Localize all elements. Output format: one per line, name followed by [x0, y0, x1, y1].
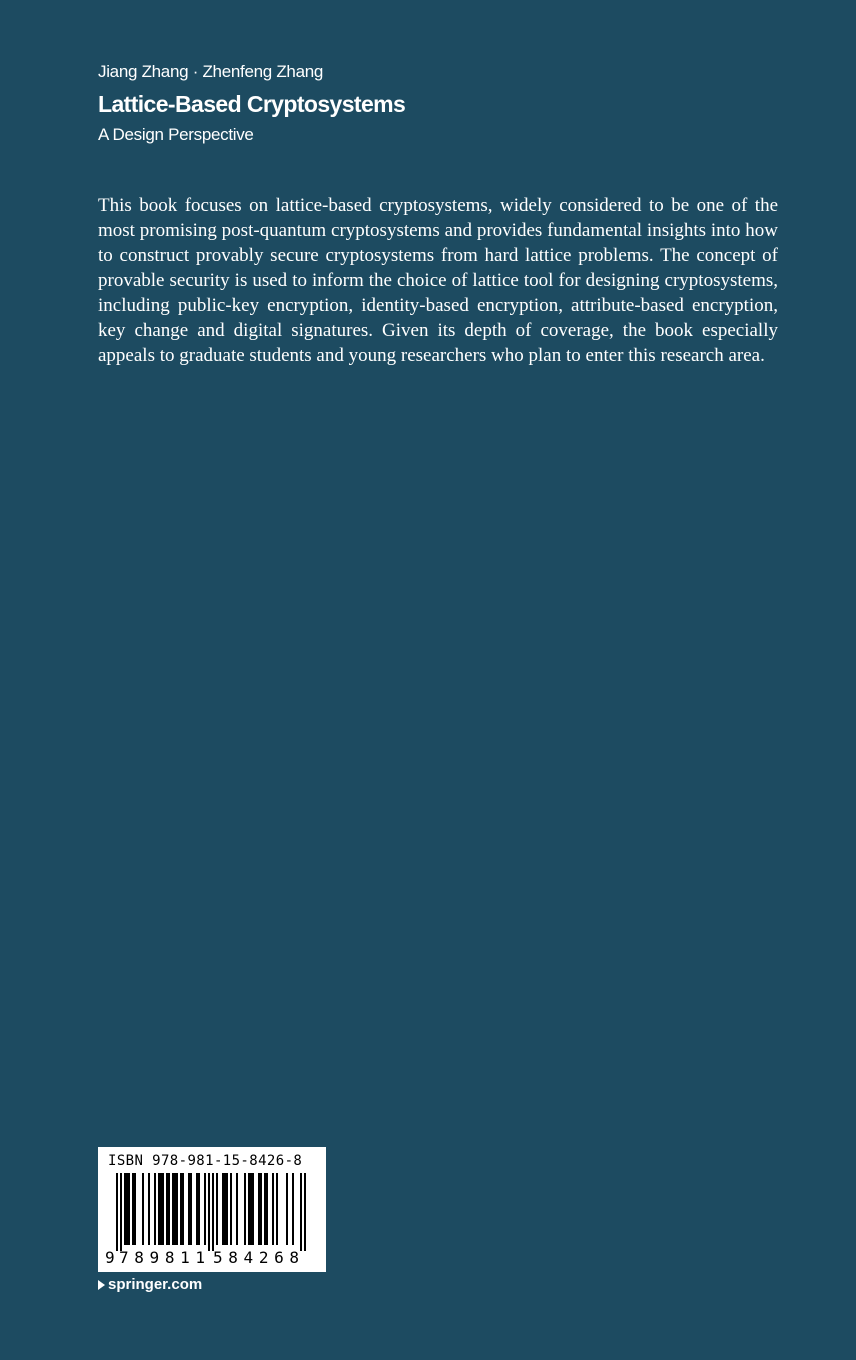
isbn-label: ISBN 978-981-15-8426-8: [108, 1153, 303, 1169]
barcode-bar: [208, 1173, 210, 1251]
barcode-bar: [172, 1173, 174, 1245]
isbn-barcode: [98, 1147, 326, 1272]
barcode-right-digits: 584268: [213, 1248, 299, 1267]
barcode-bars: [98, 1147, 326, 1272]
barcode-left-digits: 789811: [119, 1248, 205, 1267]
springer-link-text: springer.com: [108, 1276, 203, 1293]
barcode-bar: [160, 1173, 162, 1245]
barcode-bar: [168, 1173, 170, 1245]
springer-link[interactable]: [98, 1276, 202, 1293]
barcode-bar: [292, 1173, 294, 1245]
barcode-bar: [174, 1173, 176, 1245]
barcode-bar: [176, 1173, 178, 1245]
barcode-bar: [216, 1173, 218, 1245]
barcode-bar: [266, 1173, 268, 1245]
barcode-bar: [154, 1173, 156, 1245]
barcode-bar: [190, 1173, 192, 1245]
barcode-bar: [158, 1173, 160, 1245]
barcode-bar: [286, 1173, 288, 1245]
barcode-bar: [236, 1173, 238, 1245]
barcode-bar: [304, 1173, 306, 1251]
barcode-bar: [188, 1173, 190, 1245]
book-title: Lattice-Based Cryptosystems: [98, 91, 406, 117]
barcode-bar: [116, 1173, 118, 1251]
barcode-bar: [272, 1173, 274, 1245]
barcode-bar: [224, 1173, 226, 1245]
barcode-bar: [126, 1173, 128, 1245]
triangle-arrow-icon: [98, 1280, 105, 1290]
barcode-bar: [222, 1173, 224, 1245]
barcode-bar: [134, 1173, 136, 1245]
book-subtitle: A Design Perspective: [98, 125, 254, 144]
barcode-bar: [260, 1173, 262, 1245]
barcode-bar: [148, 1173, 150, 1245]
barcode-bar: [132, 1173, 134, 1245]
barcode-bar: [182, 1173, 184, 1245]
barcode-bar: [180, 1173, 182, 1245]
barcode-bar: [252, 1173, 254, 1245]
barcode-bar: [198, 1173, 200, 1245]
barcode-bar: [230, 1173, 232, 1245]
authors: Jiang Zhang · Zhenfeng Zhang: [98, 62, 324, 81]
barcode-bar: [204, 1173, 206, 1245]
barcode-bar: [196, 1173, 198, 1245]
barcode-bar: [124, 1173, 126, 1245]
barcode-bar: [226, 1173, 228, 1245]
barcode-bar: [248, 1173, 250, 1245]
barcode-bar: [244, 1173, 246, 1245]
barcode-bar: [264, 1173, 266, 1245]
barcode-bar: [162, 1173, 164, 1245]
barcode-first-digit: 9: [105, 1248, 115, 1267]
barcode-bar: [250, 1173, 252, 1245]
barcode-bar: [142, 1173, 144, 1245]
barcode-bar: [276, 1173, 278, 1245]
book-blurb: This book focuses on lattice-based cryptosystems, widely considered to be one of the most promising post-quantum cryptosystems and provides fundamental insights into how to construct provably secure cryptosystems from hard lattice problems. The concept of provable security is used to inform the choice of lattice tool for designing cryptosystems, including public-key encryption, identity-based encryption, attribute-based encryption, key change and digital signatures. Given its depth of coverage, the book especially appeals to graduate students and young researchers who plan to enter this research area.: [98, 195, 778, 366]
barcode-bar: [258, 1173, 260, 1245]
barcode-bar: [300, 1173, 302, 1251]
barcode-bar: [120, 1173, 122, 1251]
barcode-bar: [166, 1173, 168, 1245]
barcode-bar: [212, 1173, 214, 1251]
barcode-bar: [128, 1173, 130, 1245]
